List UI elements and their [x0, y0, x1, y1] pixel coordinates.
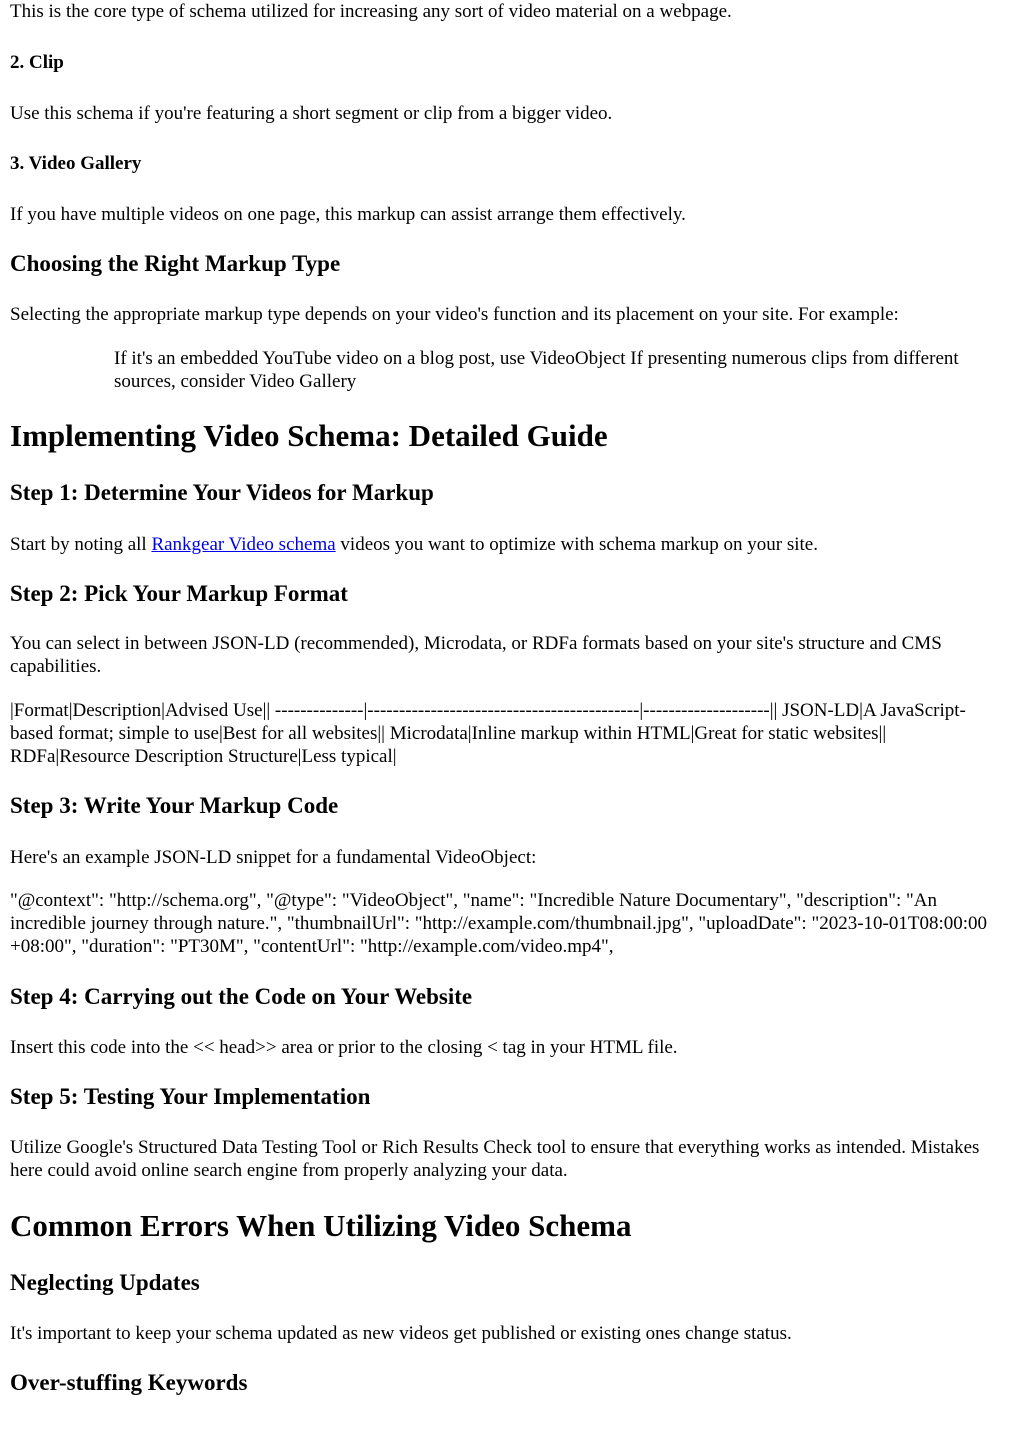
step-2-paragraph: You can select in between JSON-LD (recommended), Microdata, or RDFa formats based on your site's structure and CMS capabilities.: [10, 633, 942, 677]
gallery-paragraph: If you have multiple videos on one page, this markup can assist arrange them effectively.: [10, 204, 686, 225]
step-4-paragraph: Insert this code into the << head>> area or prior to the closing < tag in your HTML file.: [10, 1037, 678, 1058]
heading-clip: 2. Clip: [10, 52, 64, 73]
step-1-paragraph: [10, 533, 1008, 556]
heading-over-stuffing: Over-stuffing Keywords: [10, 1370, 248, 1395]
heading-common-errors: Common Errors When Utilizing Video Schema: [10, 1208, 632, 1243]
heading-step-1: Step 1: Determine Your Videos for Markup: [10, 480, 434, 505]
step-5-paragraph: Utilize Google's Structured Data Testing Tool or Rich Results Check tool to ensure that everything works as intended. Mistakes here could avoid online search engine from properly analyzing your data.: [10, 1137, 980, 1181]
json-ld-code-text: "@context": "http://schema.org", "@type": "VideoObject", "name": "Incredible Nature Documentary", "description": "An incredible journey through nature.", "thumbnailUrl": "http://example.com/thumbnail.jpg", "uploadDate": "2023-10-01T08:00:00 +08:00", "duration": "PT30M", "contentUrl": "http://example.com/video.mp4",: [10, 890, 988, 957]
intro-paragraph: This is the core type of schema utilized for increasing any sort of video material on a webpage.: [10, 1, 732, 22]
heading-step-3: Step 3: Write Your Markup Code: [10, 793, 339, 818]
heading-video-gallery: 3. Video Gallery: [10, 153, 142, 174]
heading-implementing: Implementing Video Schema: Detailed Guide: [10, 418, 608, 453]
choosing-blockquote: If it's an embedded YouTube video on a blog post, use VideoObject If presenting numerous clips from different sources, consider Video Gallery: [114, 348, 959, 392]
step-3-paragraph: Here's an example JSON-LD snippet for a fundamental VideoObject:: [10, 847, 537, 868]
rankgear-video-schema-link[interactable]: Rankgear Video schema: [151, 534, 336, 555]
choosing-paragraph: Selecting the appropriate markup type depends on your video's function and its placement on your site. For example:: [10, 304, 899, 325]
heading-step-5: Step 5: Testing Your Implementation: [10, 1084, 371, 1109]
step-1-text-before: Start by noting all: [10, 534, 152, 555]
heading-step-2: Step 2: Pick Your Markup Format: [10, 581, 348, 606]
clip-paragraph: Use this schema if you're featuring a short segment or clip from a bigger video.: [10, 103, 613, 124]
heading-neglecting-updates: Neglecting Updates: [10, 1270, 200, 1295]
step-1-text-after: videos you want to optimize with schema markup on your site.: [335, 534, 818, 555]
neglecting-paragraph: It's important to keep your schema updated as new videos get published or existing ones change status.: [10, 1323, 792, 1344]
heading-choosing-markup: Choosing the Right Markup Type: [10, 251, 341, 276]
heading-step-4: Step 4: Carrying out the Code on Your Website: [10, 984, 473, 1009]
format-table-text: |Format|Description|Advised Use|| --------------|-------------------------------------------|--------------------|| JSON-LD|A JavaScript-based format; simple to use|Best for all websites|| Microdata|Inline markup within HTML|Great for static websites|| RDFa|Resource Description Structure|Less typical|: [10, 700, 966, 767]
